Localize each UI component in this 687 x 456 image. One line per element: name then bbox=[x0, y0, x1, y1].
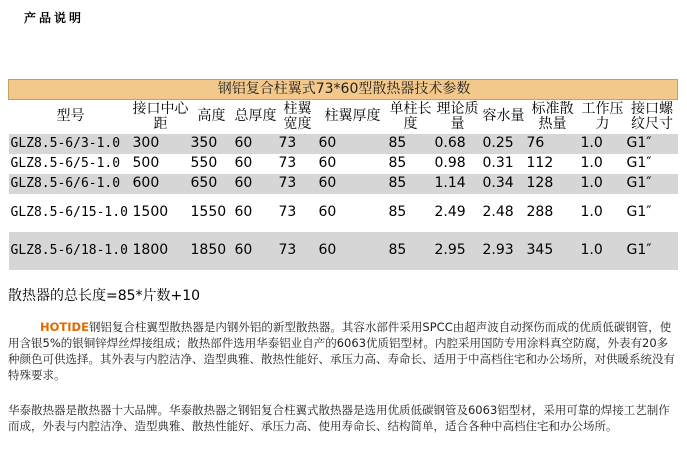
table-cell: 60 bbox=[233, 232, 277, 270]
column-header: 接口螺纹尺寸 bbox=[631, 100, 674, 132]
table-cell: 1.0 bbox=[579, 154, 625, 174]
table-cell: 60 bbox=[233, 174, 277, 194]
table-cell: 85 bbox=[387, 154, 433, 174]
table-cell: 500 bbox=[131, 154, 189, 174]
table-cell: 60 bbox=[317, 194, 387, 232]
column-header: 接口中心距 bbox=[132, 100, 189, 132]
cell-model: GLZ8.5-6/3-1.0 bbox=[9, 134, 131, 154]
table-cell: 2.49 bbox=[433, 194, 481, 232]
column-header: 总厚度 bbox=[234, 108, 277, 125]
table-cell: 60 bbox=[317, 232, 387, 270]
table-cell: 60 bbox=[317, 154, 387, 174]
column-header: 柱翼宽度 bbox=[283, 100, 312, 132]
table-cell: G1″ bbox=[625, 154, 678, 174]
table-cell: G1″ bbox=[625, 194, 678, 232]
table-cell: 1850 bbox=[189, 232, 233, 270]
column-header: 型号 bbox=[56, 108, 85, 125]
cell-model: GLZ8.5-6/6-1.0 bbox=[9, 174, 131, 194]
table-cell: 1.0 bbox=[579, 232, 625, 270]
column-header: 柱翼厚度 bbox=[324, 108, 381, 125]
table-cell: 1.0 bbox=[579, 174, 625, 194]
table-cell: 2.95 bbox=[433, 232, 481, 270]
cell-model: GLZ8.5-6/5-1.0 bbox=[9, 154, 131, 174]
table-row bbox=[9, 194, 678, 232]
table-cell: 60 bbox=[233, 134, 277, 154]
column-header: 高度 bbox=[197, 108, 226, 125]
table-cell: 0.31 bbox=[481, 154, 525, 174]
table-cell: 60 bbox=[317, 174, 387, 194]
cell-model: GLZ8.5-6/18-1.0 bbox=[9, 232, 131, 270]
table-cell: 60 bbox=[317, 134, 387, 154]
table-cell: 1.14 bbox=[433, 174, 481, 194]
table-cell: 0.25 bbox=[481, 134, 525, 154]
table-caption: 钢铝复合柱翼式73*60型散热器技术参数 bbox=[9, 80, 678, 100]
table-cell: 76 bbox=[525, 134, 579, 154]
table-cell: 0.68 bbox=[433, 134, 481, 154]
table-row bbox=[9, 154, 678, 174]
table-cell: 1800 bbox=[131, 232, 189, 270]
table-cell: 550 bbox=[189, 154, 233, 174]
table-cell: 73 bbox=[277, 232, 317, 270]
table-row bbox=[9, 232, 678, 270]
table-header-row bbox=[9, 100, 678, 134]
table-cell: 73 bbox=[277, 174, 317, 194]
table-cell: 288 bbox=[525, 194, 579, 232]
table-cell: 1500 bbox=[131, 194, 189, 232]
table-cell: 350 bbox=[189, 134, 233, 154]
table-cell: 73 bbox=[277, 154, 317, 174]
table-cell: 0.98 bbox=[433, 154, 481, 174]
table-cell: 85 bbox=[387, 134, 433, 154]
table-cell: 2.93 bbox=[481, 232, 525, 270]
column-header: 单柱长度 bbox=[389, 100, 432, 132]
brand-name: HOTIDE bbox=[40, 320, 89, 334]
table-cell: 650 bbox=[189, 174, 233, 194]
table-cell: G1″ bbox=[625, 134, 678, 154]
table-cell: 60 bbox=[233, 194, 277, 232]
description-paragraph: 华泰散热器是散热器十大品牌。华泰散热器之钢铝复合柱翼式散热器是选用优质低碳钢管及6063铝型材，采用可靠的焊接工艺制作而成，外表与内腔洁净、造型典雅、散热性能好、承压力高、使用寿命长、结构简单，适合各种中高档住宅和办公场所。 bbox=[8, 403, 670, 433]
section-title: 产品说明 bbox=[24, 11, 85, 25]
table-cell: 85 bbox=[387, 232, 433, 270]
table-cell: 1.0 bbox=[579, 134, 625, 154]
column-header: 理论质量 bbox=[436, 100, 479, 132]
column-header: 容水量 bbox=[482, 108, 525, 125]
table-cell: 73 bbox=[277, 134, 317, 154]
table-cell: 1.0 bbox=[579, 194, 625, 232]
table-cell: 0.34 bbox=[481, 174, 525, 194]
table-cell: 60 bbox=[233, 154, 277, 174]
column-header: 标准散热量 bbox=[531, 100, 574, 132]
table-cell: G1″ bbox=[625, 232, 678, 270]
total-length-note: 散热器的总长度=85*片数+10 bbox=[8, 288, 201, 304]
table-cell: 128 bbox=[525, 174, 579, 194]
table-row bbox=[9, 174, 678, 194]
column-header: 工作压力 bbox=[581, 100, 624, 132]
table-cell: 300 bbox=[131, 134, 189, 154]
paragraph-text: 钢铝复合柱翼型散热器是内钢外铝的新型散热器。其容水部件采用SPCC由超声波自动探伤而成的优质低碳钢管，使用含银5%的银铜锌焊丝焊接组成；散热部件选用华泰铝业自产的6063优质铝型材。内腔采用国防专用涂料真空防腐，外表有20多种颜色可供选择。其外表与内腔洁净、造型典雅、散热性能好、承压力高、寿命长、适用于中高档住宅和办公场所，对供暖系统没有特殊要求。 bbox=[8, 320, 675, 382]
table-cell: 73 bbox=[277, 194, 317, 232]
table-cell: 345 bbox=[525, 232, 579, 270]
spec-table bbox=[8, 79, 678, 270]
table-row bbox=[9, 134, 678, 154]
table-cell: 600 bbox=[131, 174, 189, 194]
table-cell: 1550 bbox=[189, 194, 233, 232]
table-cell: 112 bbox=[525, 154, 579, 174]
table-cell: G1″ bbox=[625, 174, 678, 194]
table-cell: 85 bbox=[387, 194, 433, 232]
cell-model: GLZ8.5-6/15-1.0 bbox=[9, 194, 131, 232]
table-cell: 2.48 bbox=[481, 194, 525, 232]
description-paragraph bbox=[8, 319, 679, 383]
table-cell: 85 bbox=[387, 174, 433, 194]
